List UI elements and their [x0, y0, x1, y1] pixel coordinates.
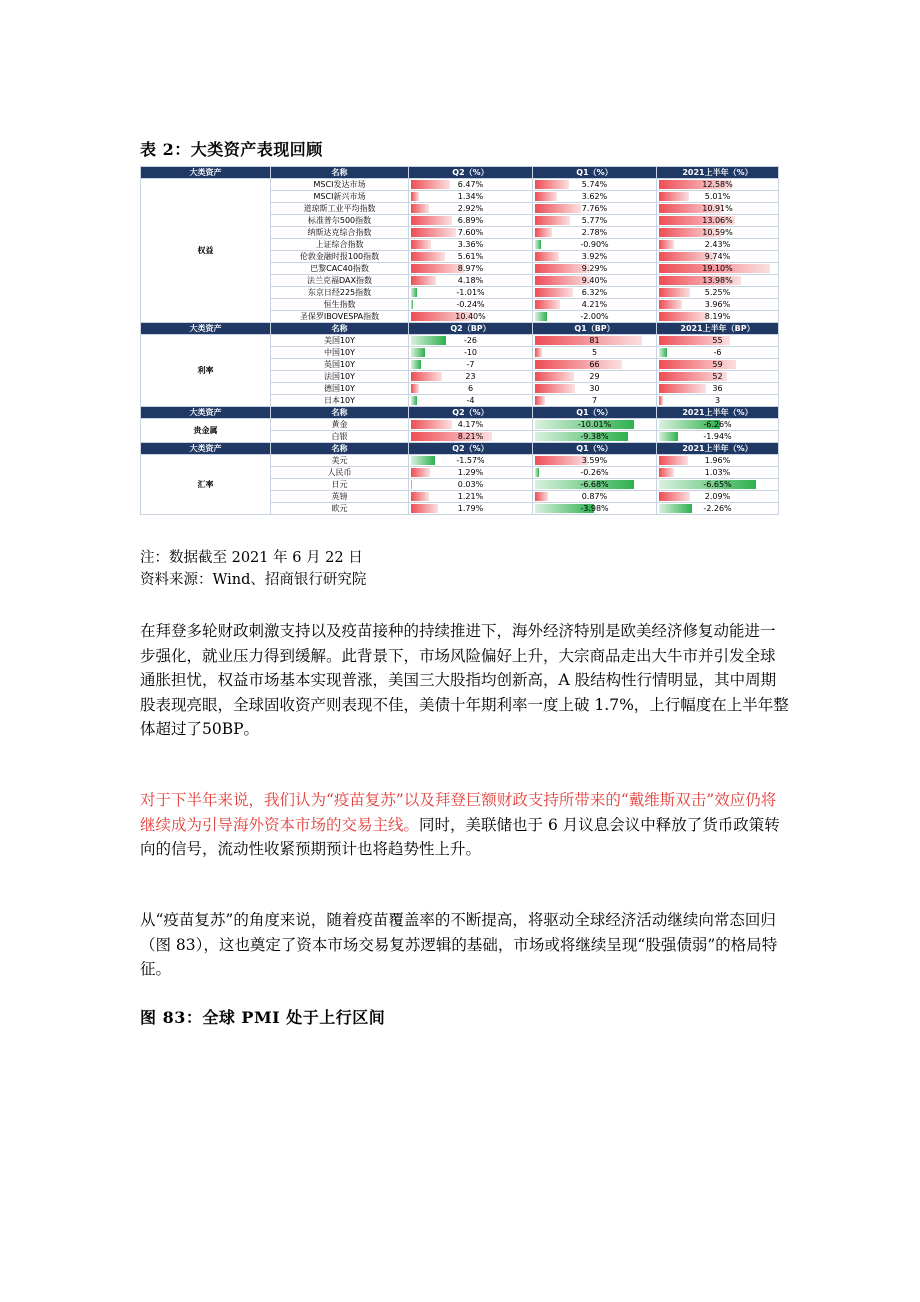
value-text: -1.57%	[456, 455, 485, 465]
value-cell-h1	[657, 347, 779, 359]
value-cell-h1	[657, 275, 779, 287]
value-cell-q2	[409, 491, 533, 503]
value-cell-q1	[533, 455, 657, 467]
value-text: -6.26%	[703, 419, 732, 429]
value-text: 4.21%	[581, 299, 608, 309]
value-text: 23	[465, 371, 476, 381]
value-text: 3.96%	[704, 299, 731, 309]
asset-name: 纳斯达克综合指数	[271, 227, 409, 239]
asset-name: 法兰克福DAX指数	[271, 275, 409, 287]
table-body	[141, 167, 779, 515]
asset-category-equity: 权益	[141, 179, 271, 323]
data-date-note: 注：数据截至 2021 年 6 月 22 日	[140, 550, 363, 566]
asset-name: 法国10Y	[271, 371, 409, 383]
value-cell-h1	[657, 491, 779, 503]
value-cell-q1	[533, 359, 657, 371]
value-text: 2.43%	[704, 239, 731, 249]
value-cell-q2	[409, 455, 533, 467]
value-text: 0.03%	[457, 479, 484, 489]
value-cell-h1	[657, 191, 779, 203]
value-cell-q2	[409, 419, 533, 431]
value-cell-h1	[657, 179, 779, 191]
value-cell-h1	[657, 335, 779, 347]
value-text: -10	[463, 347, 478, 357]
asset-name: 黄金	[271, 419, 409, 431]
column-header: 2021上半年（%）	[657, 407, 779, 419]
column-header: 大类资产	[141, 407, 271, 419]
asset-category-rates: 利率	[141, 335, 271, 407]
value-text: 7	[591, 395, 598, 405]
column-header: Q1（%）	[533, 407, 657, 419]
column-header: Q1（%）	[533, 443, 657, 455]
value-cell-q1	[533, 383, 657, 395]
value-text: 4.17%	[457, 419, 484, 429]
paragraph-market-review: 在拜登多轮财政刺激支持以及疫苗接种的持续推进下，海外经济特别是欧美经济修复动能进一步强化，就业压力得到缓解。此背景下，市场风险偏好上升，大宗商品走出大牛市并引发全球通胀担忧，权益市场基本实现普涨，美国三大股指均创新高，A 股结构性行情明显，其中周期股表现亮眼，全球固收资产则表现不佳，美债十年期利率一度上破 1.7%，上行幅度在上半年整体超过了50BP。	[140, 622, 789, 739]
value-cell-q2	[409, 479, 533, 491]
value-text: 0.87%	[581, 491, 608, 501]
table-row	[141, 419, 779, 431]
value-text: -3.98%	[580, 503, 609, 513]
value-cell-q1	[533, 467, 657, 479]
value-cell-q2	[409, 239, 533, 251]
value-cell-q2	[409, 347, 533, 359]
value-text: 29	[589, 371, 600, 381]
value-cell-q2	[409, 287, 533, 299]
value-text: 1.21%	[457, 491, 484, 501]
asset-name: MSCI发达市场	[271, 179, 409, 191]
value-cell-q1	[533, 227, 657, 239]
column-header: 名称	[271, 443, 409, 455]
value-text: 3.36%	[457, 239, 484, 249]
value-text: 5	[591, 347, 598, 357]
value-text: 3.62%	[581, 191, 608, 201]
column-header: Q2（%）	[409, 443, 533, 455]
value-text: 2.78%	[581, 227, 608, 237]
asset-name: 英国10Y	[271, 359, 409, 371]
value-cell-h1	[657, 383, 779, 395]
value-text: -0.90%	[580, 239, 609, 249]
column-header: 2021上半年（%）	[657, 167, 779, 179]
value-cell-q2	[409, 431, 533, 443]
value-text: 1.29%	[457, 467, 484, 477]
value-text: 66	[589, 359, 600, 369]
value-text: 1.96%	[704, 455, 731, 465]
value-text: -6.68%	[580, 479, 609, 489]
value-text: -0.24%	[456, 299, 485, 309]
value-text: 6.47%	[457, 179, 484, 189]
asset-name: 欧元	[271, 503, 409, 515]
column-header: 大类资产	[141, 167, 271, 179]
value-text: 7.60%	[457, 227, 484, 237]
value-text: 6.89%	[457, 215, 484, 225]
value-cell-q2	[409, 503, 533, 515]
column-header: 名称	[271, 323, 409, 335]
column-header: 2021上半年（BP）	[657, 323, 779, 335]
value-text: 12.58%	[702, 179, 733, 189]
asset-name: 标准普尔500指数	[271, 215, 409, 227]
table-header-row	[141, 443, 779, 455]
column-header: Q2（BP）	[409, 323, 533, 335]
value-text: 5.01%	[704, 191, 731, 201]
value-text: 8.97%	[457, 263, 484, 273]
value-cell-q1	[533, 263, 657, 275]
column-header: 大类资产	[141, 443, 271, 455]
value-cell-q2	[409, 179, 533, 191]
value-cell-h1	[657, 479, 779, 491]
value-cell-h1	[657, 419, 779, 431]
value-text: 3.92%	[581, 251, 608, 261]
asset-name: 中国10Y	[271, 347, 409, 359]
value-text: -7	[466, 359, 475, 369]
value-text: 5.77%	[581, 215, 608, 225]
paragraph-outlook-rest: 同时，美联储也于 6 月议息会议中释放了货币政策转向的信号，流动性收紧预期预计也将趋势性上升。	[140, 815, 780, 859]
asset-name: 恒生指数	[271, 299, 409, 311]
value-text: 10.91%	[702, 203, 733, 213]
value-text: 1.03%	[704, 467, 731, 477]
paragraph-outlook	[140, 788, 790, 862]
value-text: 7.76%	[581, 203, 608, 213]
value-text: 9.40%	[581, 275, 608, 285]
value-text: 10.59%	[702, 227, 733, 237]
value-cell-q2	[409, 227, 533, 239]
value-text: -26	[463, 335, 478, 345]
value-cell-q2	[409, 467, 533, 479]
value-cell-q2	[409, 359, 533, 371]
value-text: 81	[589, 335, 600, 345]
asset-name: 上证综合指数	[271, 239, 409, 251]
asset-name: 道琼斯工业平均指数	[271, 203, 409, 215]
value-cell-q1	[533, 299, 657, 311]
value-cell-h1	[657, 503, 779, 515]
value-text: 59	[712, 359, 723, 369]
value-cell-h1	[657, 203, 779, 215]
value-text: 2.09%	[704, 491, 731, 501]
value-cell-q1	[533, 491, 657, 503]
value-cell-q1	[533, 251, 657, 263]
asset-name: 巴黎CAC40指数	[271, 263, 409, 275]
value-cell-h1	[657, 227, 779, 239]
value-text: 3.59%	[581, 455, 608, 465]
column-header: Q2（%）	[409, 407, 533, 419]
value-cell-q1	[533, 275, 657, 287]
asset-name: 日元	[271, 479, 409, 491]
column-header: Q2（%）	[409, 167, 533, 179]
value-cell-h1	[657, 455, 779, 467]
value-cell-h1	[657, 467, 779, 479]
value-text: 6.32%	[581, 287, 608, 297]
value-cell-q2	[409, 299, 533, 311]
value-cell-h1	[657, 299, 779, 311]
asset-performance-table	[140, 166, 779, 515]
column-header: Q1（BP）	[533, 323, 657, 335]
value-cell-q1	[533, 191, 657, 203]
value-cell-q1	[533, 215, 657, 227]
value-text: -1.94%	[703, 431, 732, 441]
value-cell-q2	[409, 383, 533, 395]
value-text: 13.98%	[702, 275, 733, 285]
value-cell-q1	[533, 287, 657, 299]
value-cell-h1	[657, 287, 779, 299]
asset-name: 伦敦金融时报100指数	[271, 251, 409, 263]
value-text: 10.40%	[455, 311, 486, 321]
asset-name: 英镑	[271, 491, 409, 503]
table-header-row	[141, 407, 779, 419]
value-text: -6	[713, 347, 722, 357]
value-text: 8.21%	[457, 431, 484, 441]
value-cell-q1	[533, 179, 657, 191]
value-cell-q2	[409, 251, 533, 263]
table-row	[141, 455, 779, 467]
value-text: 36	[712, 383, 723, 393]
value-cell-h1	[657, 263, 779, 275]
value-text: 9.74%	[704, 251, 731, 261]
asset-name: 人民币	[271, 467, 409, 479]
value-text: -4	[466, 395, 475, 405]
value-text: 52	[712, 371, 723, 381]
value-text: -6.65%	[703, 479, 732, 489]
asset-name: 德国10Y	[271, 383, 409, 395]
column-header: 名称	[271, 407, 409, 419]
value-cell-q2	[409, 275, 533, 287]
value-text: -2.26%	[703, 503, 732, 513]
value-cell-q1	[533, 395, 657, 407]
value-cell-q1	[533, 503, 657, 515]
table-row	[141, 335, 779, 347]
value-cell-q2	[409, 371, 533, 383]
value-text: 13.06%	[702, 215, 733, 225]
figure-caption: 图 83：全球 PMI 处于上行区间	[140, 1008, 386, 1027]
value-text: -1.01%	[456, 287, 485, 297]
value-text: 8.19%	[704, 311, 731, 321]
value-cell-q1	[533, 203, 657, 215]
value-cell-h1	[657, 215, 779, 227]
column-header: 2021上半年（%）	[657, 443, 779, 455]
asset-name: MSCI新兴市场	[271, 191, 409, 203]
value-cell-q1	[533, 239, 657, 251]
value-cell-q1	[533, 371, 657, 383]
value-text: 19.10%	[702, 263, 733, 273]
value-text: 5.25%	[704, 287, 731, 297]
value-cell-q2	[409, 395, 533, 407]
column-header: 名称	[271, 167, 409, 179]
value-text: 1.34%	[457, 191, 484, 201]
asset-name: 美国10Y	[271, 335, 409, 347]
paragraph-outlook-highlight: 对于下半年来说，我们认为“疫苗复苏”以及拜登巨额财政支持所带来的“戴维斯双击”效应仍将继续成为引导海外资本市场的交易主线。	[140, 791, 777, 834]
column-header: Q1（%）	[533, 167, 657, 179]
value-cell-h1	[657, 371, 779, 383]
column-header: 大类资产	[141, 323, 271, 335]
value-cell-h1	[657, 431, 779, 443]
value-text: 2.92%	[457, 203, 484, 213]
value-text: -9.38%	[580, 431, 609, 441]
table-row	[141, 179, 779, 191]
value-cell-q1	[533, 419, 657, 431]
value-cell-h1	[657, 251, 779, 263]
value-cell-h1	[657, 239, 779, 251]
data-source-note: 资料来源：Wind、招商银行研究院	[140, 572, 367, 588]
asset-category-fx: 汇率	[141, 455, 271, 515]
value-text: 5.74%	[581, 179, 608, 189]
value-text: -0.26%	[580, 467, 609, 477]
value-cell-q1	[533, 311, 657, 323]
asset-name: 美元	[271, 455, 409, 467]
asset-category-metals: 贵金属	[141, 419, 271, 443]
value-cell-q1	[533, 479, 657, 491]
table-header-row	[141, 323, 779, 335]
value-cell-q2	[409, 191, 533, 203]
value-text: 1.79%	[457, 503, 484, 513]
value-text: 4.18%	[457, 275, 484, 285]
paragraph-vaccine-recovery: 从“疫苗复苏”的角度来说，随着疫苗覆盖率的不断提高，将驱动全球经济活动继续向常态回归（图 83），这也奠定了资本市场交易复苏逻辑的基础，市场或将继续呈现“股强债弱”的格局特征。	[140, 911, 778, 979]
value-cell-q2	[409, 263, 533, 275]
value-cell-q1	[533, 431, 657, 443]
table-caption: 表 2：大类资产表现回顾	[140, 140, 323, 159]
value-text: 30	[589, 383, 600, 393]
value-text: 55	[712, 335, 723, 345]
value-text: 3	[714, 395, 721, 405]
value-cell-h1	[657, 359, 779, 371]
asset-name: 东京日经225指数	[271, 287, 409, 299]
asset-name: 圣保罗IBOVESPA指数	[271, 311, 409, 323]
value-cell-h1	[657, 395, 779, 407]
value-cell-q2	[409, 215, 533, 227]
value-text: -10.01%	[577, 419, 612, 429]
asset-name: 白银	[271, 431, 409, 443]
asset-name: 日本10Y	[271, 395, 409, 407]
value-cell-q2	[409, 335, 533, 347]
value-text: 6	[467, 383, 474, 393]
value-cell-q2	[409, 311, 533, 323]
value-cell-q1	[533, 347, 657, 359]
value-text: -2.00%	[580, 311, 609, 321]
value-cell-q2	[409, 203, 533, 215]
table-header-row	[141, 167, 779, 179]
value-cell-q1	[533, 335, 657, 347]
value-text: 9.29%	[581, 263, 608, 273]
value-text: 5.61%	[457, 251, 484, 261]
value-cell-h1	[657, 311, 779, 323]
